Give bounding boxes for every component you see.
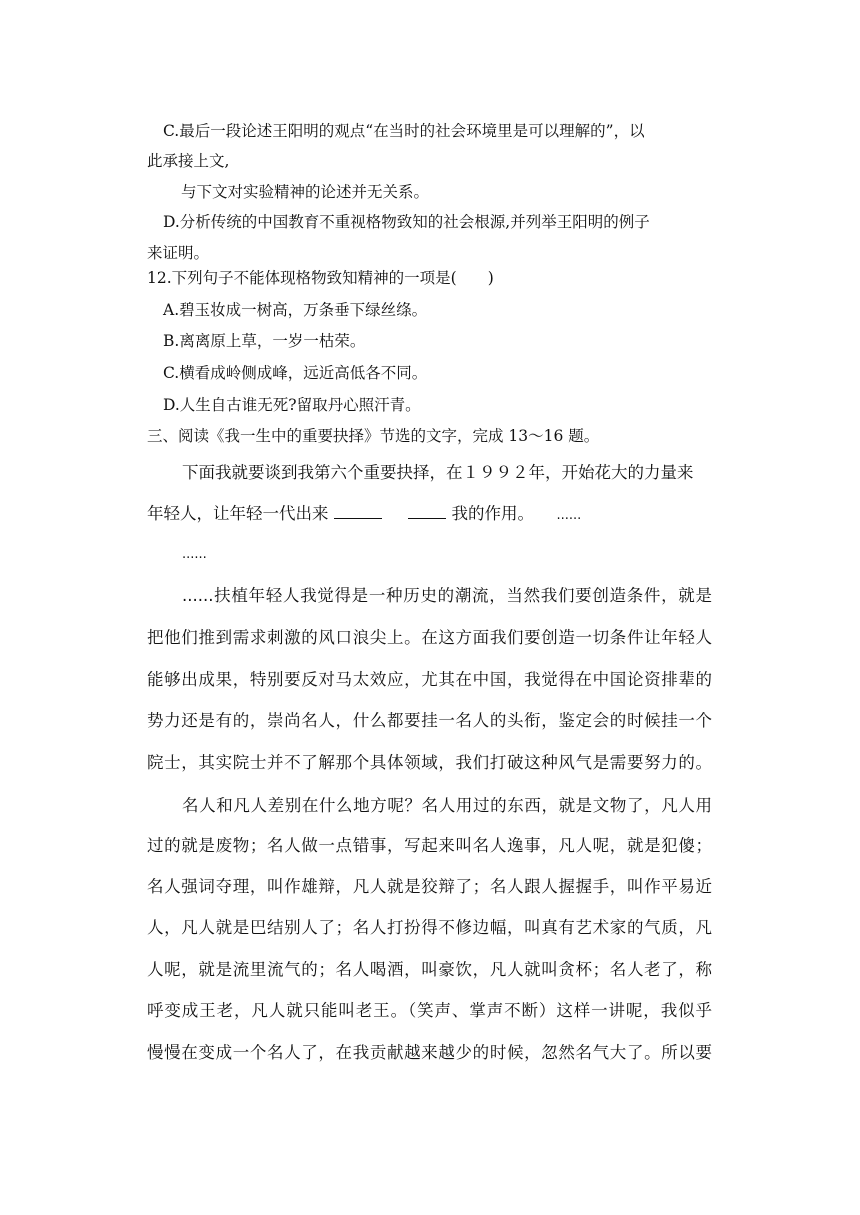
fill-blank-1 (334, 504, 382, 519)
fill-blank-2 (408, 504, 446, 519)
option-c-line-1: C.最后一段论述王阳明的观点“在当时的社会环境里是可以理解的”，以 (163, 122, 645, 140)
option-c-line-2: 此承接上文, (147, 152, 230, 170)
passage-p2-line-4: 势力还是有的，崇尚名人，什么都要挂一名人的头衔，鉴定会的时候挂一个 (147, 711, 712, 730)
passage-p1-line-2-text-a: 年轻人，让年轻一代出来 (147, 504, 329, 523)
passage-p1-line-2-ellipsis: ...... (556, 508, 582, 523)
passage-ellipsis-line: ...... (182, 547, 207, 562)
option-c-line-3: 与下文对实验精神的论述并无关系。 (181, 183, 430, 201)
question-12-option-d: D.人生自古谁无死?留取丹心照汗青。 (163, 396, 421, 414)
passage-p2-line-1: ......扶植年轻人我觉得是一种历史的潮流，当然我们要创造条件，就是 (182, 586, 712, 605)
passage-p3-line-4: 人，凡人就是巴结别人了；名人打扮得不修边幅，叫真有艺术家的气质，凡 (147, 918, 712, 937)
option-d-line-1: D.分析传统的中国教育不重视格物致知的社会根源,并列举王阳明的例子 (163, 213, 650, 231)
question-12-option-b: B.离离原上草，一岁一枯荣。 (163, 332, 366, 350)
section-three-heading: 三、阅读《我一生中的重要抉择》节选的文字，完成 13～16 题。 (147, 427, 600, 445)
passage-p3-line-2: 过的就是废物；名人做一点错事，写起来叫名人逸事，凡人呢，就是犯傻； (147, 836, 712, 855)
question-12-option-a: A.碧玉妆成一树高，万条垂下绿丝绦。 (163, 301, 428, 319)
passage-p3-line-5: 人呢，就是流里流气的；名人喝酒，叫豪饮，凡人就叫贪杯；名人老了，称 (147, 960, 712, 979)
passage-p1-line-2-text-b: 我的作用。 (451, 504, 534, 523)
passage-p3-line-1: 名人和凡人差别在什么地方呢？名人用过的东西，就是文物了，凡人用 (182, 796, 712, 815)
passage-p1-line-2 (147, 504, 581, 526)
passage-p2-line-5: 院士，其实院士并不了解那个具体领域，我们打破这种风气是需要努力的。 (147, 753, 712, 772)
passage-p2-line-2: 把他们推到需求刺激的风口浪尖上。在这方面我们要创造一切条件让年轻人 (147, 628, 712, 647)
option-d-line-2: 来证明。 (147, 244, 210, 262)
passage-p3-line-3: 名人强词夺理，叫作雄辩，凡人就是狡辩了；名人跟人握握手，叫作平易近 (147, 877, 712, 896)
passage-p3-line-6: 呼变成王老，凡人就只能叫老王。（笑声、掌声不断）这样一讲呢，我似乎 (147, 1001, 712, 1020)
question-12-stem: 12.下列句子不能体现格物致知精神的一项是( ) (147, 269, 494, 287)
question-12-option-c: C.横看成岭侧成峰，远近高低各不同。 (163, 364, 428, 382)
passage-p2-line-3: 能够出成果，特别要反对马太效应，尤其在中国，我觉得在中国论资排辈的 (147, 670, 712, 689)
passage-p3-line-7: 慢慢在变成一个名人了，在我贡献越来越少的时候，忽然名气大了。所以要 (147, 1043, 712, 1062)
passage-p1-line-1: 下面我就要谈到我第六个重要抉择，在１９９２年，开始花大的力量来 (182, 463, 694, 482)
